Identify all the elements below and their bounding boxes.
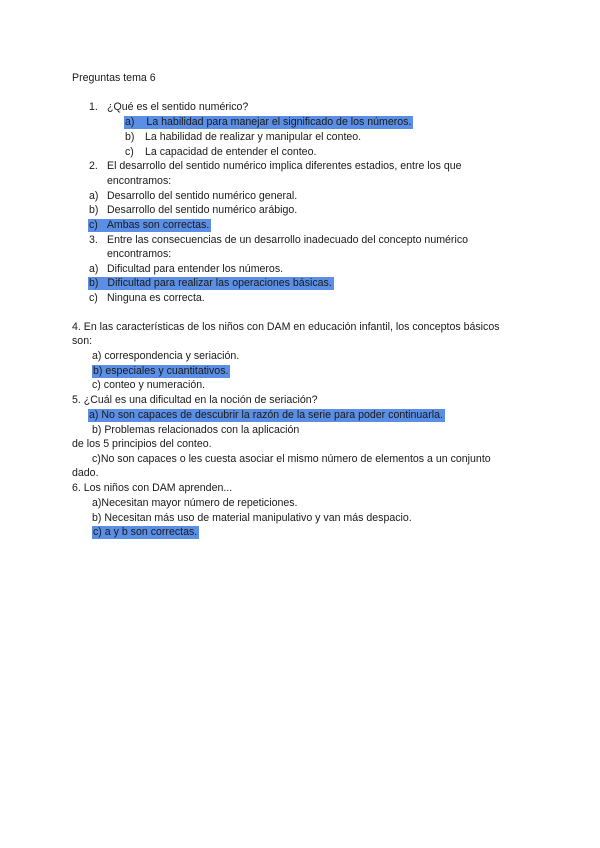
question-text-cont: encontramos:	[107, 248, 172, 260]
option-letter: a)	[89, 190, 99, 202]
question-text-cont: encontramos:	[107, 175, 172, 187]
answer-letter: a) La habilidad para manejar el significado de los números.	[125, 116, 412, 128]
answer-text: Dificultad para realizar las operaciones básicas.	[107, 277, 332, 289]
question-number: 1.	[89, 101, 98, 113]
option-text: La habilidad de realizar y manipular el conteo.	[145, 131, 362, 143]
option-text: c) conteo y numeración.	[92, 379, 206, 391]
answer-highlight: b) especiales y cuantitativos.	[93, 365, 229, 377]
option-letter: b)	[89, 204, 99, 216]
question-number: 2.	[89, 160, 98, 172]
option-text-cont: de los 5 principios del conteo.	[72, 438, 212, 450]
option-text: Dificultad para entender los números.	[107, 263, 284, 275]
option-letter: c)	[125, 146, 134, 158]
question-text-cont: son:	[72, 335, 93, 347]
option-text: La capacidad de entender el conteo.	[145, 146, 317, 158]
question-text: 6. Los niños con DAM aprenden...	[72, 482, 233, 494]
question-text: ¿Qué es el sentido numérico?	[107, 101, 249, 113]
option-text: Desarrollo del sentido numérico arábigo.	[107, 204, 298, 216]
option-text: b) Problemas relacionados con la aplicación	[92, 424, 300, 436]
option-letter: c)	[89, 292, 98, 304]
option-text: c)No son capaces o les cuesta asociar el mismo número de elementos a un conjunto	[92, 453, 491, 465]
question-text: El desarrollo del sentido numérico implica diferentes estadios, entre los que	[107, 160, 462, 172]
question-text: 5. ¿Cuál es una dificultad en la noción de seriación?	[72, 394, 318, 406]
answer-highlight: c) Ambas son correctas.	[89, 219, 210, 231]
answer-text: La habilidad para manejar el significado de los números.	[146, 116, 412, 128]
answer-text: Ambas son correctas.	[106, 219, 210, 231]
option-letter: a)	[89, 263, 99, 275]
page-title: Preguntas tema 6	[72, 72, 156, 84]
answer-highlight: b) Dificultad para realizar las operaciones básicas.	[89, 277, 332, 289]
question-text: 4. En las características de los niños con DAM en educación infantil, los conceptos básicos	[72, 321, 500, 333]
question-text: Entre las consecuencias de un desarrollo inadecuado del concepto numérico	[107, 234, 469, 246]
option-text-cont: dado.	[72, 467, 99, 479]
option-text: Desarrollo del sentido numérico general.	[107, 190, 298, 202]
option-letter: b)	[125, 131, 135, 143]
question-number: 3.	[89, 234, 98, 246]
option-text: a) correspondencia y seriación.	[92, 350, 240, 362]
option-text: Ninguna es correcta.	[107, 292, 205, 304]
answer-highlight: c) a y b son correctas.	[93, 526, 198, 538]
answer-highlight: a) No son capaces de descubrir la razón de la serie para poder continuarla.	[89, 409, 443, 421]
option-text: a)Necesitan mayor número de repeticiones.	[92, 497, 298, 509]
option-text: b) Necesitan más uso de material manipulativo y van más despacio.	[92, 512, 412, 524]
